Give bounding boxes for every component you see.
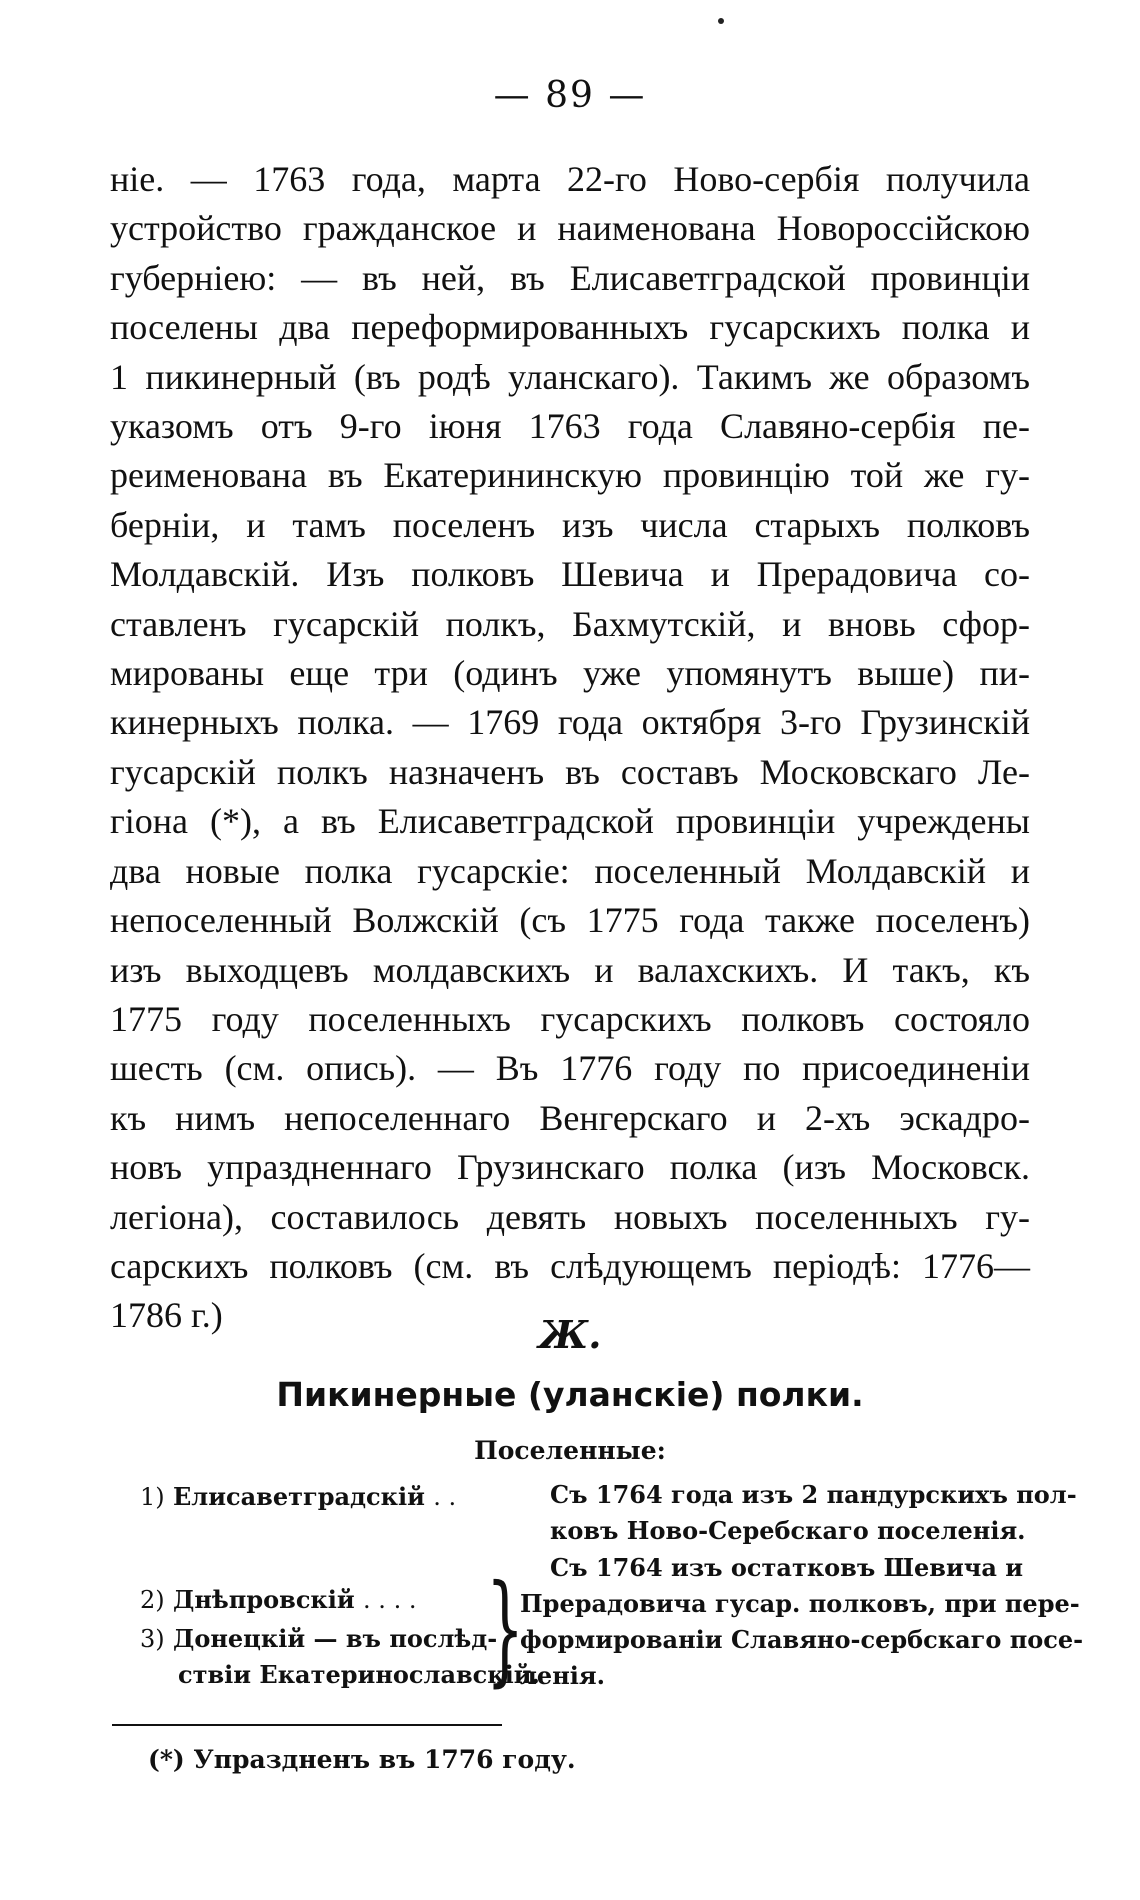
description-line: Прерадовича гусар. полковъ, при пере-: [520, 1589, 1080, 1618]
page-number: — 89 —: [493, 75, 647, 116]
regiment-name-continued: ствiи Екатеринославскiй.: [178, 1660, 540, 1689]
text-line-9: Молдавскiй. Изъ полковъ Шевича и Прерадовича со-: [110, 554, 1030, 595]
text-line-2: устройство гражданское и наименована Новороссiйскою: [110, 208, 1030, 249]
grouping-brace: }: [486, 1560, 525, 1699]
entry-number: 1): [140, 1483, 165, 1511]
leader-dots: . . . .: [363, 1586, 417, 1614]
entry-number: 2): [140, 1586, 165, 1614]
text-line-13: гусарскiй полкъ назначенъ въ составъ Московскаго Ле-: [110, 751, 1030, 792]
leader-dots: . .: [433, 1483, 457, 1511]
text-line-20: къ нимъ непоселеннаго Венгерскаго и 2-хъ эскадро-: [110, 1097, 1030, 1138]
text-line-18: 1775 году поселенныхъ гусарскихъ полковъ состояло: [110, 998, 1030, 1039]
text-line-5: 1 пикинерный (въ родѣ уланскаго). Такимъ же образомъ: [110, 356, 1030, 397]
text-line-4: поселены два переформированныхъ гусарскихъ полка и: [110, 307, 1030, 348]
text-line-10: ставленъ гусарскiй полкъ, Бахмутскiй, и вновь сфор-: [110, 603, 1030, 644]
text-line-6: указомъ отъ 9-го iюня 1763 года Славяно-сербiя пе-: [110, 406, 1030, 447]
section-title: Пикинерные (уланскiе) полки.: [276, 1375, 864, 1414]
description-line: Съ 1764 года изъ 2 пандурскихъ пол-: [550, 1480, 1077, 1509]
text-line-24: 1786 г.): [110, 1295, 223, 1336]
regiment-name: Днѣпровскiй: [173, 1585, 355, 1614]
section-letter: Ж.: [538, 1312, 602, 1357]
text-line-21: новъ упраздненнаго Грузинскаго полка (изъ Московск.: [110, 1147, 1030, 1188]
text-line-3: губернiею: — въ ней, въ Елисаветградской провинцiи: [110, 257, 1030, 298]
regiment-entry-3: [140, 1622, 497, 1656]
description-line: ленiя.: [520, 1661, 605, 1690]
regiment-entry-1: [140, 1480, 456, 1514]
text-line-23: сарскихъ полковъ (см. въ слѣдующемъ перiодѣ: 1776—: [110, 1245, 1030, 1286]
text-line-12: кинерныхъ полка. — 1769 года октября 3-го Грузинскiй: [110, 702, 1030, 743]
text-line-22: легiона), составилось девять новыхъ поселенныхъ гу-: [110, 1196, 1030, 1237]
regiment-name: Донецкiй — въ послѣд-: [173, 1624, 498, 1653]
footnote: (*) Упраздненъ въ 1776 году.: [148, 1745, 576, 1774]
text-line-15: два новые полка гусарскiе: поселенный Молдавскiй и: [110, 850, 1030, 891]
ink-speck: [718, 18, 724, 24]
description-line: ковъ Ново-Серебскаго поселенiя.: [550, 1516, 1026, 1545]
entry-number: 3): [140, 1625, 165, 1653]
description-line: формированiи Славяно-сербскаго посе-: [520, 1625, 1084, 1654]
regiment-description-1: [550, 1477, 1077, 1549]
main-paragraph: [110, 155, 1030, 1341]
text-line-14: гiона (*), а въ Елисаветградской провинцiи учреждены: [110, 801, 1030, 842]
footnote-divider: [112, 1724, 502, 1726]
text-line-8: бернiи, и тамъ поселенъ изъ числа старыхъ полковъ: [110, 504, 1030, 545]
text-line-19: шесть (см. опись). — Въ 1776 году по присоединенiи: [110, 1048, 1030, 1089]
text-line-11: мированы еще три (одинъ уже упомянутъ выше) пи-: [110, 653, 1030, 694]
text-line-16: непоселенный Волжскiй (съ 1775 года также поселенъ): [110, 900, 1030, 941]
subheading: Поселенные:: [474, 1436, 666, 1465]
regiment-entry-2: [140, 1583, 416, 1617]
description-line: Съ 1764 изъ остатковъ Шевича и: [550, 1553, 1024, 1582]
text-line-17: изъ выходцевъ молдавскихъ и валахскихъ. И такъ, къ: [110, 949, 1030, 990]
text-line-1: нiе. — 1763 года, марта 22-го Ново-сербiя получила: [110, 159, 1030, 199]
regiment-name: Елисаветградскiй: [173, 1482, 425, 1511]
text-line-7: реименована въ Екатерининскую провинцiю той же гу-: [110, 455, 1030, 496]
regiment-description-2: [520, 1550, 1083, 1694]
